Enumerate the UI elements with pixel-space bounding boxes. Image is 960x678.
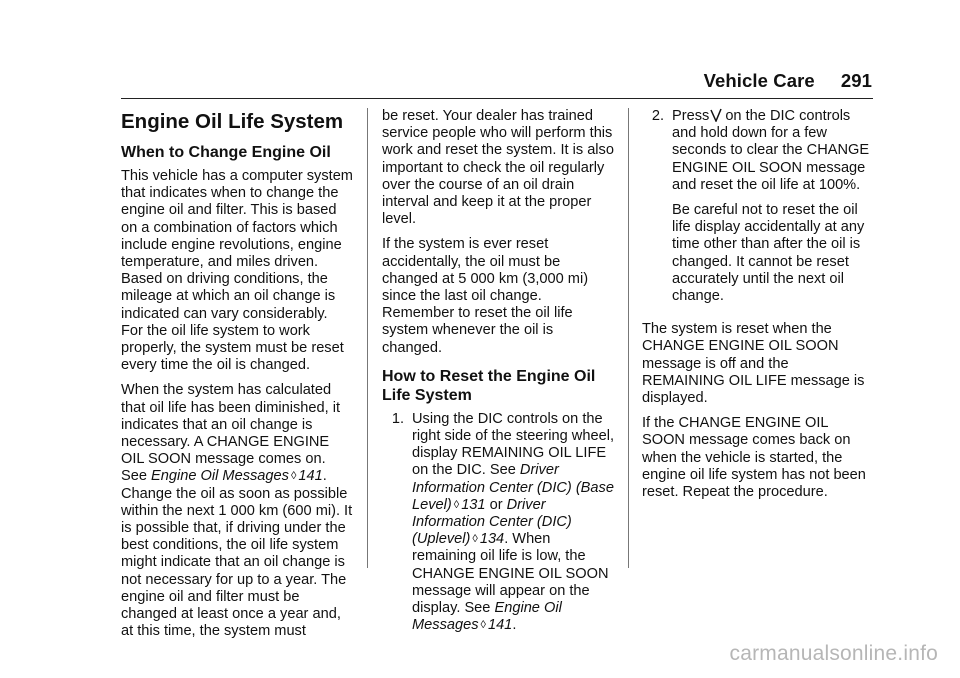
watermark: carmanualsonline.info	[729, 642, 938, 665]
page-header	[704, 70, 872, 92]
subsection-heading-reset: How to Reset the Engine Oil Life System	[382, 367, 596, 404]
step-instruction: Press on the DIC controls and hold down for a few seconds to clear the CHANGE ENGINE OIL SOON message and reset the oil life at 100%.	[672, 108, 870, 193]
step-note: Be careful not to reset the oil life display accidentally at any time other than after the oil is changed. It cannot be reset accurately until the next oil change.	[672, 202, 865, 305]
column-middle	[382, 108, 614, 642]
column-right	[642, 108, 874, 509]
reference-arrow-icon: ◊	[480, 619, 486, 632]
reference-arrow-icon: ◊	[290, 470, 297, 483]
page-number: 291	[840, 70, 872, 91]
column-divider-2	[628, 108, 629, 568]
cross-reference-link[interactable]: Engine Oil Messages	[412, 600, 562, 634]
check-icon	[710, 108, 722, 122]
paragraph: If the CHANGE ENGINE OIL SOON message comes back on when the vehicle is started, the engine oil life system has not been reset. Repeat the procedure.	[642, 415, 866, 501]
reference-page[interactable]: 141	[298, 468, 323, 485]
step-number: 2.	[651, 108, 664, 124]
paragraph: be reset. Your dealer has trained service people who will perform this work and reset the system. It is also important to check the oil regularly over the course of an oil drain interval and keep it at the proper level.	[382, 108, 614, 228]
subsection-heading-when: When to Change Engine Oil	[121, 144, 331, 161]
reference-page[interactable]: 141	[487, 617, 513, 634]
paragraph: If the system is ever reset accidentally, the oil must be changed at 5 000 km (3,000 mi) since the last oil change. Remember to reset the oil life system whenever the oil is changed.	[382, 236, 589, 356]
step-item	[382, 411, 614, 635]
reference-arrow-icon: ◊	[453, 498, 460, 511]
step-body: Using the DIC controls on the right side of the steering wheel, display REMAINING OIL LIFE on the DIC. See Driver Information Center (DIC) (Base Level) ◊ 131 or Driver Information Center (DIC) (Uplevel) ◊ 134. When remaining oil life is low, the CHANGE ENGINE OIL SOON message will appear on the display. See Engine Oil Messages ◊ 141.	[412, 410, 614, 634]
cross-reference-link[interactable]: Driver Information Center (DIC) (Uplevel)	[412, 496, 572, 548]
cross-reference-link[interactable]: Engine Oil Messages	[151, 468, 289, 485]
column-left	[121, 108, 353, 648]
section-title: Vehicle Care	[703, 70, 815, 91]
cross-reference-link[interactable]: Driver Information Center (DIC) (Base Level)	[412, 462, 614, 513]
header-divider	[121, 98, 873, 99]
reference-page[interactable]: 131	[461, 496, 486, 513]
paragraph: The system is reset when the CHANGE ENGINE OIL SOON message is off and the REMAINING OIL LIFE message is displayed.	[642, 321, 865, 407]
step-item	[642, 108, 874, 313]
section-heading: Engine Oil Life System	[121, 110, 344, 133]
paragraph: This vehicle has a computer system that indicates when to change the engine oil and filter. This is based on a combination of factors which include engine revolutions, engine temperature, and miles driven. Based on driving conditions, the mileage at which an oil change is indicated can vary considerably. For the oil life system to work properly, the system must be reset every time the oil is changed.	[121, 168, 353, 374]
reference-arrow-icon: ◊	[472, 533, 478, 546]
step-body	[672, 108, 874, 313]
reference-page[interactable]: 134	[479, 531, 505, 548]
column-divider-1	[367, 108, 368, 568]
step-number: 1.	[391, 410, 404, 427]
paragraph: When the system has calculated that oil life has been diminished, it indicates that an oil change is necessary. A CHANGE ENGINE OIL SOON message comes on. See Engine Oil Messages ◊ 141. Change the oil as soon as possible within the next 1 000 km (600 mi). It is possible that, if driving under the best conditions, the oil life system might indicate that an oil change is not necessary for up to a year. The engine oil and filter must be changed at least once a year and, at this time, the system must	[121, 382, 353, 640]
